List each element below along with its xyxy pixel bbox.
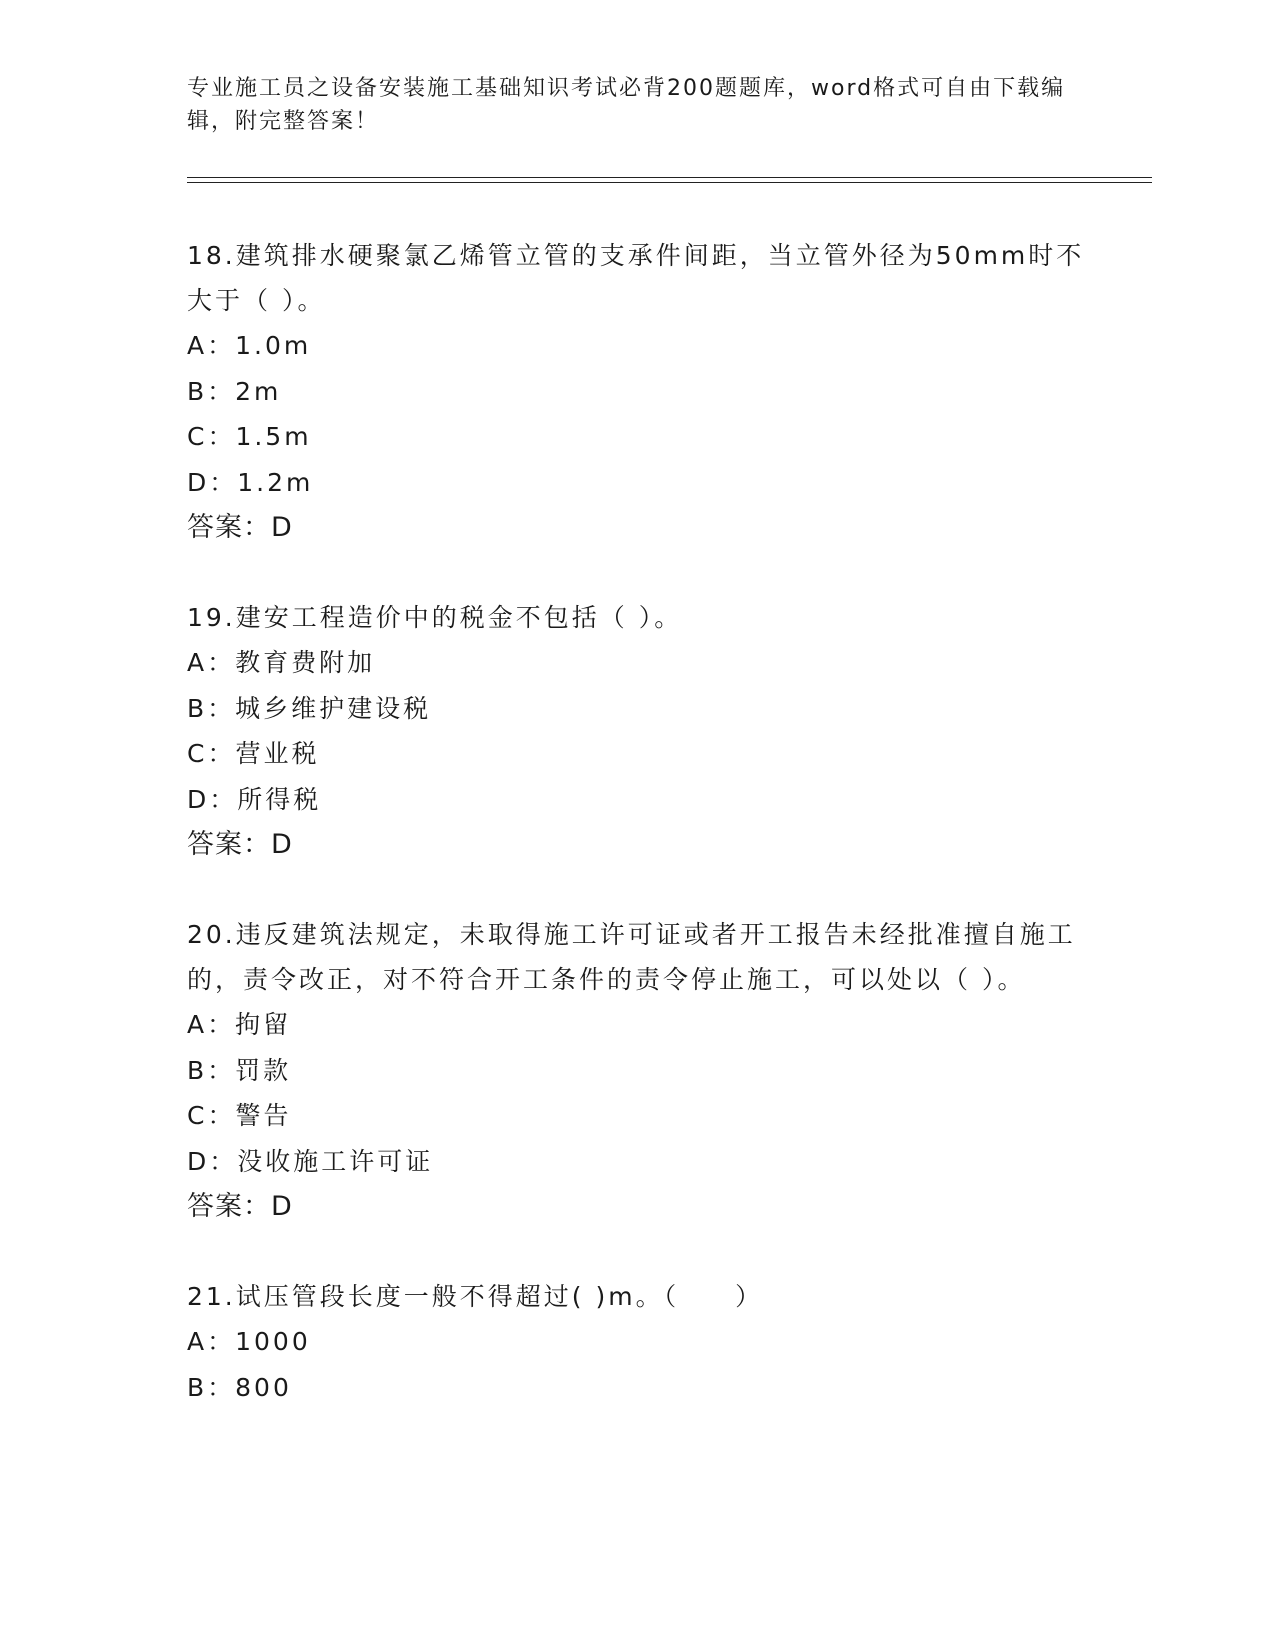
option-c: C：警告	[187, 1101, 292, 1130]
answer-line: 答案：D	[187, 1191, 293, 1222]
question-18	[187, 233, 1087, 551]
option-c: C：营业税	[187, 739, 320, 768]
option-c: C：1.5m	[187, 422, 312, 451]
question-19	[187, 595, 1087, 868]
header-divider-top	[187, 177, 1152, 178]
question-text: 20.违反建筑法规定，未取得施工许可证或者开工报告未经批准擅自施工的，责令改正，对不符合开工条件的责令停止施工，可以处以（ ）。	[187, 920, 1076, 994]
answer-line: 答案：D	[187, 512, 293, 543]
option-b: B：城乡维护建设税	[187, 693, 432, 723]
option-a: A：拘留	[187, 1010, 292, 1039]
option-d: D：所得税	[187, 784, 322, 814]
option-b: B：800	[187, 1372, 292, 1402]
option-d: D：没收施工许可证	[187, 1146, 434, 1176]
option-b: B：罚款	[187, 1055, 292, 1085]
answer-line: 答案：D	[187, 829, 293, 860]
question-text: 18.建筑排水硬聚氯乙烯管立管的支承件间距，当立管外径为50mm时不大于（ ）。	[187, 241, 1085, 315]
document-header: 专业施工员之设备安装施工基础知识考试必背200题题库，word格式可自由下载编辑，附完整答案！	[187, 76, 1066, 134]
option-d: D：1.2m	[187, 467, 314, 497]
option-a: A：1.0m	[187, 331, 312, 360]
option-b: B：2m	[187, 376, 282, 406]
question-list	[187, 233, 1087, 1454]
option-a: A：教育费附加	[187, 648, 376, 677]
question-20	[187, 912, 1087, 1230]
header-divider-bottom	[187, 182, 1152, 183]
question-21	[187, 1274, 1087, 1410]
question-text: 21.试压管段长度一般不得超过( )m。（ ）	[187, 1282, 764, 1311]
question-text: 19.建安工程造价中的税金不包括（ ）。	[187, 603, 683, 632]
option-a: A：1000	[187, 1327, 311, 1356]
